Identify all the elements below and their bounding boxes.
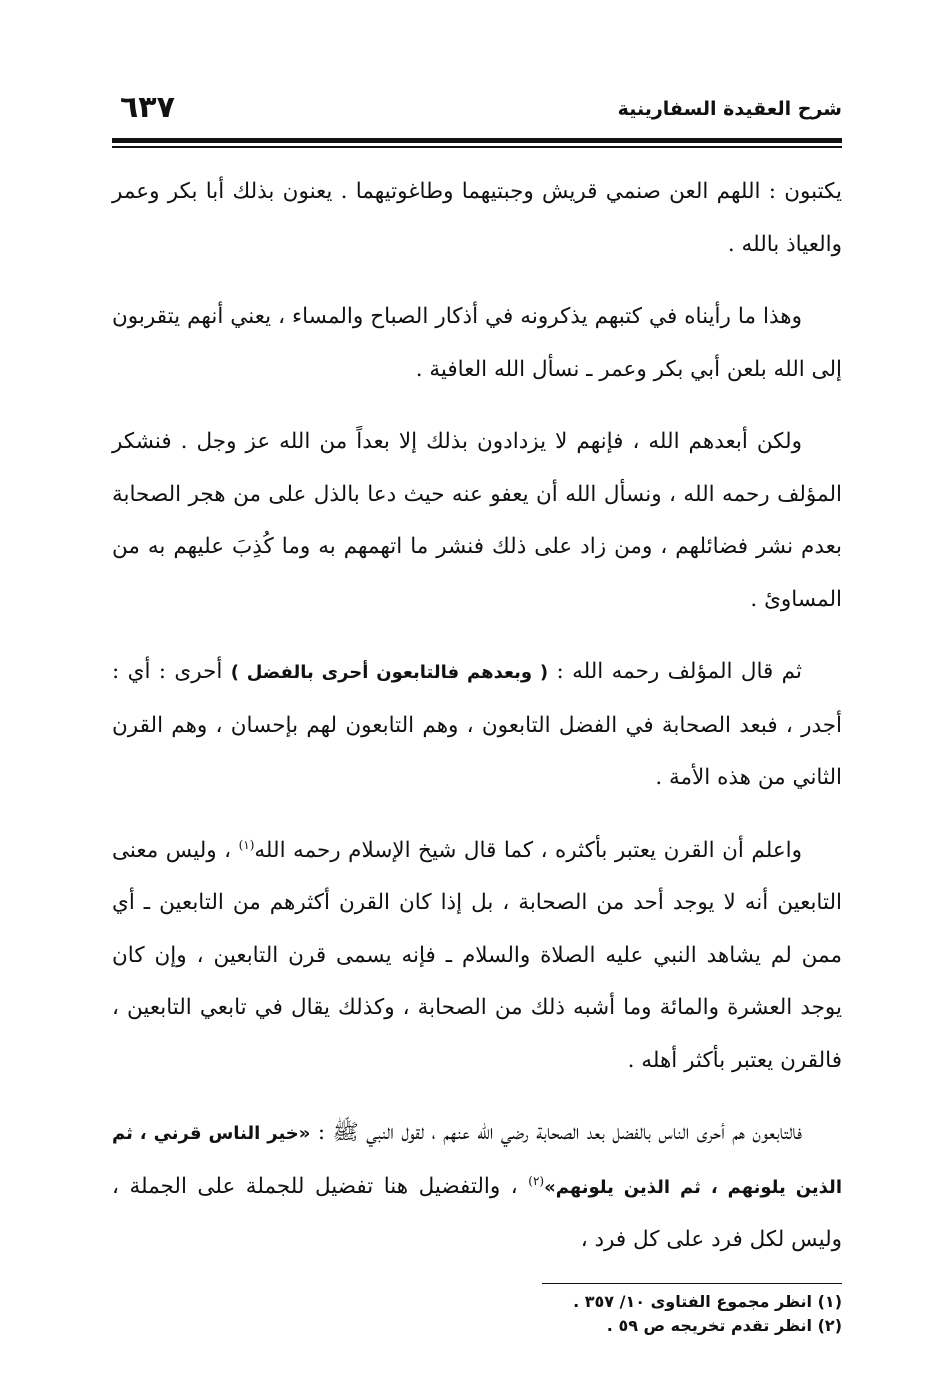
paragraph-2: وهذا ما رأيناه في كتبهم يذكرونه في أذكار الصباح والمساء ، يعني أنهم يتقربون إلى الله بلعن أبي بكر وعمر ـ نسأل الله العافية . (112, 304, 842, 382)
paragraph-4-intro: ثم قال المؤلف رحمه الله : (548, 659, 802, 684)
book-page (112, 84, 842, 1335)
body-text (112, 166, 842, 1267)
paragraph-4-body: أحرى : أي : أجدر ، فبعد الصحابة في الفضل التابعون ، وهم التابعون لهم بإحسان ، وهم القرن الثاني من هذه الأمة . (112, 659, 842, 790)
page-number: ٦٣٧ (120, 90, 175, 125)
footnote-rule (542, 1283, 842, 1284)
book-title: شرح العقيدة السفارينية (617, 98, 842, 120)
matn-quote: ( وبعدهم فالتابعون أحرى بالفضل ) (230, 662, 549, 683)
header-rule-thick (112, 138, 842, 143)
paragraph-4 (112, 646, 842, 805)
header-rule-thin (112, 146, 842, 148)
paragraph-6-intro: فالتابعون هم أحرى الناس بالفضل بعد الصحابة رضي الله عنهم ، لقول النبي ﷺ : (310, 1120, 802, 1145)
paragraph-6-body: ، والتفضيل هنا تفضيل للجملة على الجملة ، وليس لكل فرد على كل فرد ، (112, 1173, 842, 1252)
hadith-quote: «خير الناس قرني ، ثم الذين يلونهم ، ثم الذين يلونهم» (112, 1123, 842, 1198)
paragraph-3: ولكن أبعدهم الله ، فإنهم لا يزدادون بذلك إلا بعداً من الله عز وجل . فنشكر المؤلف رحمه الله ، ونسأل الله أن يعفو عنه حيث دعا بالذل على من هجر الصحابة بعدم نشر فضائلهم ، ومن زاد على ذلك فنشر ما اتهمهم به وما كُذِبَ عليهم به من المساوئ . (112, 429, 842, 612)
paragraph-5-body: ، وليس معنى التابعين أنه لا يوجد أحد من الصحابة ، بل إذا كان القرن أكثرهم من التابعين ـ أي ممن لم يشاهد النبي عليه الصلاة والسلام ـ فإنه يسمى قرن التابعين ، وإن كان يوجد العشرة والمائة وما أشبه ذلك من الصحابة ، وكذلك يقال في تابعي التابعين ، فالقرن يعتبر بأكثر أهله . (112, 837, 842, 1073)
footnotes (112, 1290, 842, 1338)
paragraph-5 (112, 825, 842, 1088)
paragraph-5-intro: واعلم أن القرن يعتبر بأكثره ، كما قال شيخ الإسلام رحمه الله (254, 837, 803, 863)
running-header (112, 84, 842, 132)
paragraph-1: يكتبون : اللهم العن صنمي قريش وجبتيهما وطاغوتيهما . يعنون بذلك أبا بكر وعمر والعياذ بالله . (112, 179, 842, 257)
paragraph-6 (112, 1107, 842, 1267)
footnote-2: (٢) انظر تقدم تخريجه ص ٥٩ . (606, 1315, 842, 1335)
footnote-ref-2: (٢) (528, 1173, 545, 1188)
footnote-1: (١) انظر مجموع الفتاوى ١٠/ ٣٥٧ . (573, 1291, 842, 1311)
footnote-ref-1: (١) (238, 837, 255, 852)
